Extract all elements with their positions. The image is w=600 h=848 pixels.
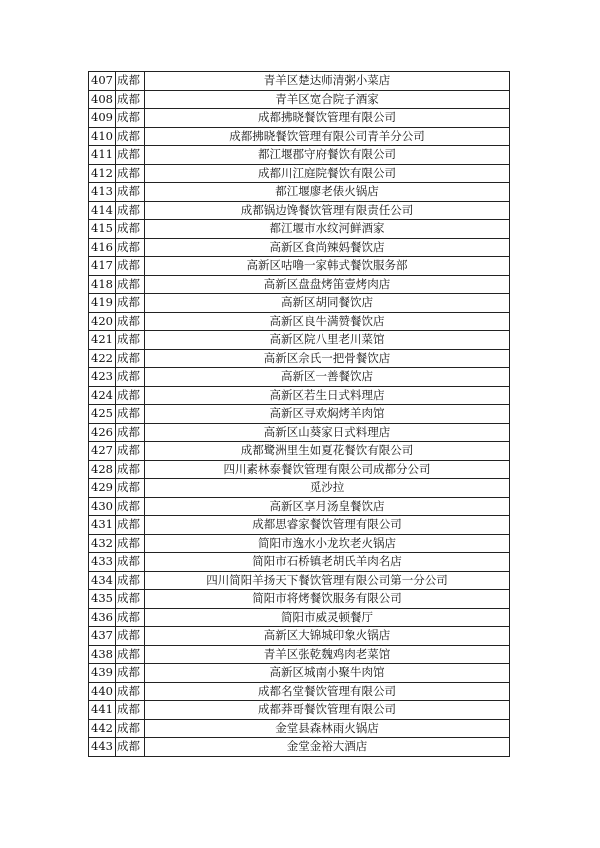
city-cell: 成都: [116, 405, 145, 424]
city-cell: 成都: [116, 146, 145, 165]
business-name-cell: 四川素林泰餐饮管理有限公司成都分公司: [145, 460, 510, 479]
business-name-cell: 成都拂晓餐饮管理有限公司: [145, 109, 510, 128]
table-row: [89, 146, 510, 165]
row-number-cell: 432: [89, 534, 116, 553]
business-name-cell: 四川简阳羊扬天下餐饮管理有限公司第一分公司: [145, 571, 510, 590]
business-name-cell: 高新区食尚辣妈餐饮店: [145, 238, 510, 257]
business-name-cell: 高新区盘盘烤笛壹烤肉店: [145, 275, 510, 294]
business-name-cell: 青羊区宽合院子酒家: [145, 90, 510, 109]
table-row: [89, 738, 510, 757]
table-row: [89, 516, 510, 535]
business-name-cell: 金堂县森林雨火锅店: [145, 719, 510, 738]
city-cell: 成都: [116, 590, 145, 609]
table-row: [89, 479, 510, 498]
city-cell: 成都: [116, 701, 145, 720]
row-number-cell: 427: [89, 442, 116, 461]
row-number-cell: 420: [89, 312, 116, 331]
row-number-cell: 413: [89, 183, 116, 202]
business-name-cell: 高新区一善餐饮店: [145, 368, 510, 387]
business-name-cell: 高新区大锦城印象火锅店: [145, 627, 510, 646]
table-row: [89, 201, 510, 220]
row-number-cell: 407: [89, 72, 116, 91]
row-number-cell: 426: [89, 423, 116, 442]
row-number-cell: 421: [89, 331, 116, 350]
table-row: [89, 220, 510, 239]
row-number-cell: 422: [89, 349, 116, 368]
table-row: [89, 719, 510, 738]
city-cell: 成都: [116, 627, 145, 646]
city-cell: 成都: [116, 608, 145, 627]
city-cell: 成都: [116, 645, 145, 664]
table-row: [89, 571, 510, 590]
city-cell: 成都: [116, 90, 145, 109]
business-name-cell: 金堂金裕大酒店: [145, 738, 510, 757]
business-name-cell: 简阳市威灵顿餐厅: [145, 608, 510, 627]
city-cell: 成都: [116, 201, 145, 220]
table-row: [89, 257, 510, 276]
table-row: [89, 534, 510, 553]
table-row: [89, 368, 510, 387]
row-number-cell: 409: [89, 109, 116, 128]
row-number-cell: 423: [89, 368, 116, 387]
table-row: [89, 497, 510, 516]
row-number-cell: 435: [89, 590, 116, 609]
city-cell: 成都: [116, 497, 145, 516]
city-cell: 成都: [116, 312, 145, 331]
row-number-cell: 428: [89, 460, 116, 479]
row-number-cell: 425: [89, 405, 116, 424]
business-name-cell: 高新区城南小聚牛肉馆: [145, 664, 510, 683]
business-name-cell: 成都拂晓餐饮管理有限公司青羊分公司: [145, 127, 510, 146]
row-number-cell: 416: [89, 238, 116, 257]
city-cell: 成都: [116, 386, 145, 405]
row-number-cell: 441: [89, 701, 116, 720]
table-row: [89, 127, 510, 146]
business-name-cell: 成都锅边馋餐饮管理有限责任公司: [145, 201, 510, 220]
city-cell: 成都: [116, 571, 145, 590]
city-cell: 成都: [116, 220, 145, 239]
city-cell: 成都: [116, 127, 145, 146]
row-number-cell: 433: [89, 553, 116, 572]
business-name-cell: 高新区山葵家日式料理店: [145, 423, 510, 442]
city-cell: 成都: [116, 294, 145, 313]
row-number-cell: 418: [89, 275, 116, 294]
table-row: [89, 72, 510, 91]
city-cell: 成都: [116, 72, 145, 91]
row-number-cell: 408: [89, 90, 116, 109]
business-name-cell: 成都思睿家餐饮管理有限公司: [145, 516, 510, 535]
table-row: [89, 460, 510, 479]
city-cell: 成都: [116, 738, 145, 757]
row-number-cell: 436: [89, 608, 116, 627]
business-name-cell: 成都莽哥餐饮管理有限公司: [145, 701, 510, 720]
row-number-cell: 443: [89, 738, 116, 757]
table-row: [89, 664, 510, 683]
table-row: [89, 405, 510, 424]
city-cell: 成都: [116, 275, 145, 294]
business-name-cell: 简阳市将烤餐饮服务有限公司: [145, 590, 510, 609]
row-number-cell: 417: [89, 257, 116, 276]
business-name-cell: 青羊区楚达师清粥小菜店: [145, 72, 510, 91]
city-cell: 成都: [116, 682, 145, 701]
table-row: [89, 183, 510, 202]
business-name-cell: 高新区院八里老川菜馆: [145, 331, 510, 350]
city-cell: 成都: [116, 479, 145, 498]
table-row: [89, 627, 510, 646]
table-row: [89, 238, 510, 257]
table-row: [89, 701, 510, 720]
city-cell: 成都: [116, 442, 145, 461]
table-row: [89, 386, 510, 405]
table-row: [89, 553, 510, 572]
city-cell: 成都: [116, 257, 145, 276]
restaurant-list-table: [88, 71, 510, 757]
table-row: [89, 109, 510, 128]
city-cell: 成都: [116, 331, 145, 350]
row-number-cell: 429: [89, 479, 116, 498]
business-name-cell: 成都川江庭院餐饮有限公司: [145, 164, 510, 183]
row-number-cell: 437: [89, 627, 116, 646]
table-row: [89, 349, 510, 368]
city-cell: 成都: [116, 349, 145, 368]
business-name-cell: 成都名堂餐饮管理有限公司: [145, 682, 510, 701]
table-row: [89, 423, 510, 442]
business-name-cell: 高新区良牛满赞餐饮店: [145, 312, 510, 331]
business-name-cell: 高新区佘氏一把骨餐饮店: [145, 349, 510, 368]
city-cell: 成都: [116, 460, 145, 479]
city-cell: 成都: [116, 164, 145, 183]
table-row: [89, 275, 510, 294]
row-number-cell: 415: [89, 220, 116, 239]
business-name-cell: 都江堰市水纹河鲜酒家: [145, 220, 510, 239]
row-number-cell: 430: [89, 497, 116, 516]
row-number-cell: 440: [89, 682, 116, 701]
table-row: [89, 90, 510, 109]
table-row: [89, 164, 510, 183]
business-name-cell: 都江堰廖老俵火锅店: [145, 183, 510, 202]
table-row: [89, 645, 510, 664]
city-cell: 成都: [116, 516, 145, 535]
business-name-cell: 觅沙拉: [145, 479, 510, 498]
city-cell: 成都: [116, 183, 145, 202]
row-number-cell: 412: [89, 164, 116, 183]
table-row: [89, 608, 510, 627]
business-name-cell: 高新区咕噜一家韩式餐饮服务部: [145, 257, 510, 276]
business-name-cell: 成都鹭洲里生如夏花餐饮有限公司: [145, 442, 510, 461]
business-name-cell: 高新区寻欢焖烤羊肉馆: [145, 405, 510, 424]
table-row: [89, 312, 510, 331]
table-row: [89, 590, 510, 609]
business-name-cell: 高新区胡同餐饮店: [145, 294, 510, 313]
business-name-cell: 高新区若生日式料理店: [145, 386, 510, 405]
row-number-cell: 439: [89, 664, 116, 683]
row-number-cell: 424: [89, 386, 116, 405]
city-cell: 成都: [116, 109, 145, 128]
city-cell: 成都: [116, 534, 145, 553]
table-body: [89, 72, 510, 757]
business-name-cell: 简阳市逸水小龙坎老火锅店: [145, 534, 510, 553]
row-number-cell: 414: [89, 201, 116, 220]
business-name-cell: 高新区享月汤皇餐饮店: [145, 497, 510, 516]
city-cell: 成都: [116, 423, 145, 442]
business-name-cell: 简阳市石桥镇老胡氏羊肉名店: [145, 553, 510, 572]
row-number-cell: 438: [89, 645, 116, 664]
table-row: [89, 294, 510, 313]
row-number-cell: 411: [89, 146, 116, 165]
business-name-cell: 青羊区张乾魏鸡肉老菜馆: [145, 645, 510, 664]
city-cell: 成都: [116, 238, 145, 257]
row-number-cell: 419: [89, 294, 116, 313]
row-number-cell: 431: [89, 516, 116, 535]
table-row: [89, 331, 510, 350]
row-number-cell: 410: [89, 127, 116, 146]
row-number-cell: 442: [89, 719, 116, 738]
table-row: [89, 682, 510, 701]
table-row: [89, 442, 510, 461]
business-name-cell: 都江堰郡守府餐饮有限公司: [145, 146, 510, 165]
city-cell: 成都: [116, 368, 145, 387]
row-number-cell: 434: [89, 571, 116, 590]
city-cell: 成都: [116, 719, 145, 738]
city-cell: 成都: [116, 664, 145, 683]
city-cell: 成都: [116, 553, 145, 572]
